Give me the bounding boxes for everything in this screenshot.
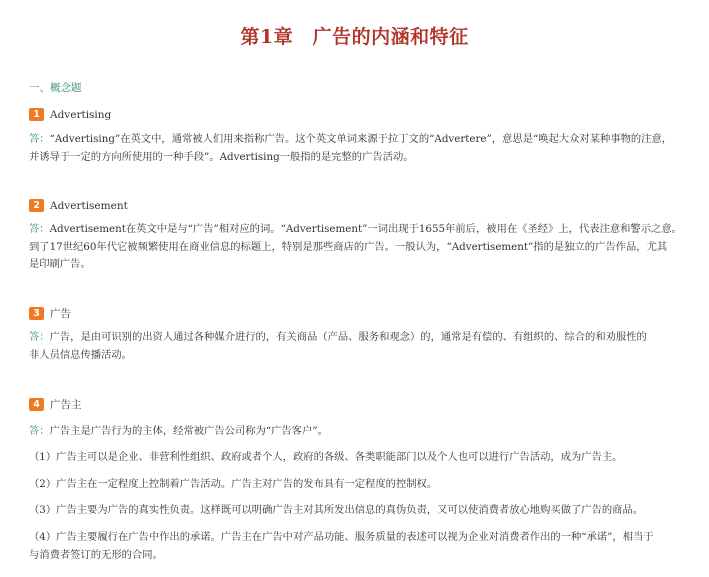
- point-line: （2）广告主在一定程度上控制着广告活动。广告主对广告的发布具有一定程度的控制权。: [29, 478, 438, 490]
- answer-line: Advertisement在英文中是与“广告”相对应的词。“Advertisement”一词出现于1655年前后，被用在《圣经》上，代表注意和警示之意。: [49, 223, 682, 235]
- item-number-badge: 1: [29, 108, 44, 121]
- answer-line: 并诱导于一定的方向所使用的一种手段”。Advertising一般指的是完整的广告活动。: [29, 150, 414, 163]
- answer-line: 是印刷广告。: [29, 258, 91, 270]
- answer-label: 答：: [29, 133, 50, 145]
- item-term: 广告主: [50, 399, 82, 411]
- answer-label: 答：: [29, 223, 50, 235]
- answer-line: 广告，是由可识别的出资人通过各种媒介进行的，有关商品（产品、服务和观念）的，通常是有偿的、有组织的、综合的和劝服性的: [49, 331, 647, 343]
- item-term: Advertising: [50, 108, 112, 121]
- answer-label: 答：: [29, 425, 50, 437]
- item-2-answer: [29, 221, 691, 274]
- point-1: [29, 449, 691, 467]
- point-line: （1）广告主可以是企业、非营利性组织、政府或者个人，政府的各级、各类职能部门以及个人也可以进行广告活动，成为广告主。: [29, 451, 623, 463]
- item-4-answer: [29, 423, 691, 441]
- point-4: [29, 529, 691, 564]
- answer-line: 非人员信息传播活动。: [29, 348, 132, 361]
- item-number-badge: 4: [29, 398, 44, 411]
- item-1-answer: [29, 131, 691, 166]
- item-number-badge: 2: [29, 199, 44, 212]
- answer-line: “Advertising”在英文中，通常被人们用来指称广告。这个英文单词来源于拉丁文的“Advertere”，意思是“唤起大众对某种事物的注意，: [49, 133, 673, 145]
- point-2: [29, 476, 691, 494]
- item-2-heading: [29, 199, 128, 212]
- item-3-heading: [29, 306, 71, 321]
- section-title: 一、概念题: [29, 82, 82, 94]
- item-1-heading: [29, 108, 111, 121]
- answer-line: 到了17世纪60年代它被频繁使用在商业信息的标题上，特别是那些商店的广告。一般认为，“Advertisement”指的是独立的广告作品，尤其: [29, 240, 668, 253]
- item-term: Advertisement: [50, 199, 128, 212]
- answer-line: 广告主是广告行为的主体，经常被广告公司称为“广告客户”。: [49, 425, 328, 437]
- item-number-badge: 3: [29, 307, 44, 320]
- point-line: 与消费者签订的无形的合同。: [29, 548, 163, 561]
- chapter-title: 第1章 广告的内涵和特征: [240, 26, 469, 48]
- point-line: （4）广告主要履行在广告中作出的承诺。广告主在广告中对产品功能、服务质量的表述可以视为企业对消费者作出的一种“承诺”，相当于: [29, 531, 654, 543]
- answer-label: 答：: [29, 331, 50, 343]
- item-term: 广告: [50, 308, 71, 320]
- item-3-answer: [29, 329, 691, 364]
- point-3: [29, 502, 691, 520]
- point-line: （3）广告主要为广告的真实性负责。这样既可以明确广告主对其所发出信息的真伪负责，又可以使消费者放心地购买做了广告的商品。: [29, 504, 644, 516]
- item-4-heading: [29, 397, 82, 412]
